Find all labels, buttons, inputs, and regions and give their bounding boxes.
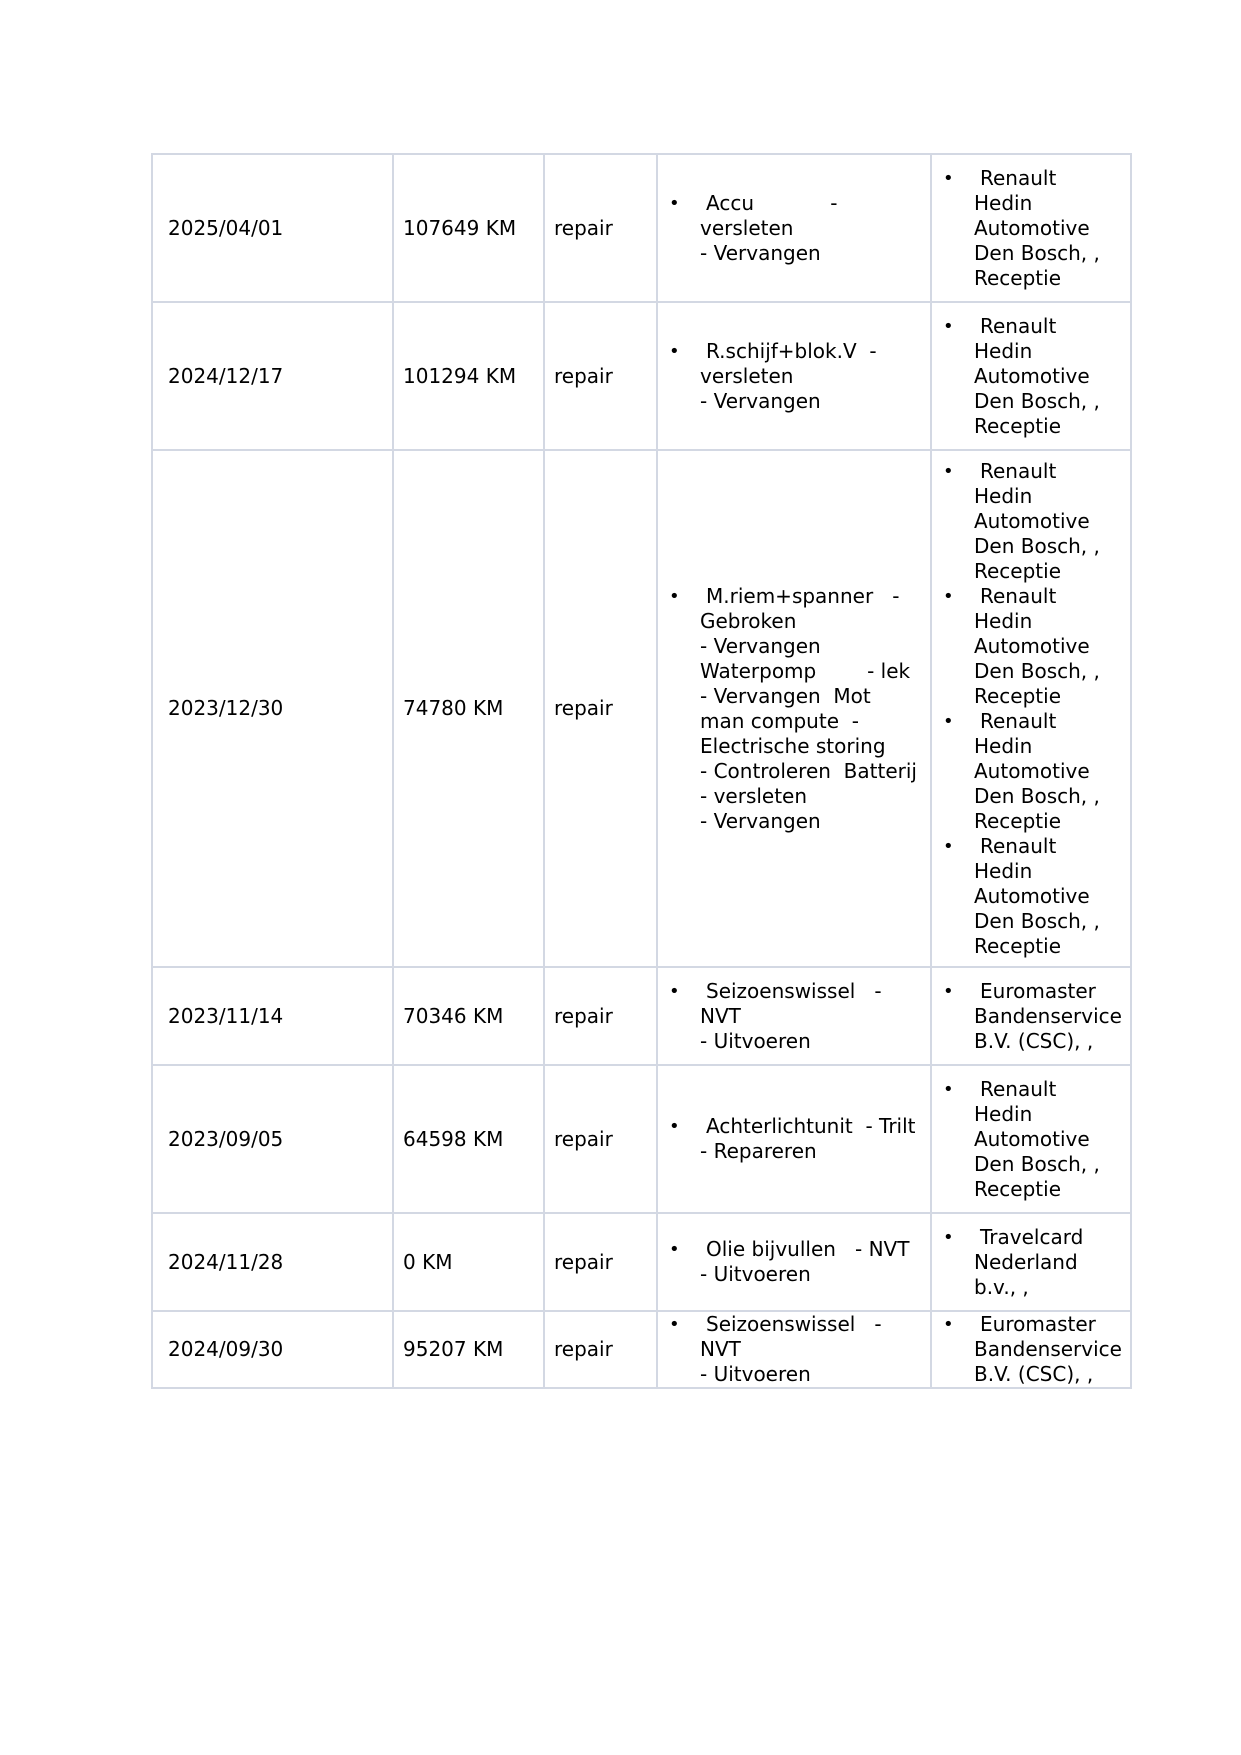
service-date-cell: 2024/12/17 xyxy=(152,302,393,450)
dealer-line: Automotive xyxy=(974,758,1090,783)
dealer-line: Automotive xyxy=(974,215,1090,240)
dealer-line: Hedin xyxy=(974,190,1033,215)
dealer-line: Receptie xyxy=(974,1176,1062,1201)
description-line: • M.riem+spanner - xyxy=(706,583,900,608)
description-cell xyxy=(657,967,931,1065)
dealer-line: Automotive xyxy=(974,363,1090,388)
mileage-cell: 70346 KM xyxy=(393,967,544,1065)
dealer-cell xyxy=(931,154,1131,302)
service-type-cell: repair xyxy=(544,302,657,450)
dealer-item xyxy=(974,834,1126,959)
dealer-item-list xyxy=(932,1225,1130,1300)
description-line: versleten xyxy=(700,363,794,388)
dealer-line: Den Bosch, , xyxy=(974,240,1100,265)
description-line: • Olie bijvullen - NVT xyxy=(706,1237,910,1261)
description-cell xyxy=(657,302,931,450)
description-line: • R.schijf+blok.V - xyxy=(706,338,877,363)
description-line: - versleten xyxy=(700,783,808,808)
dealer-line: B.V. (CSC), , xyxy=(974,1028,1094,1053)
description-item xyxy=(700,1237,922,1287)
service-history-body xyxy=(152,154,1131,1388)
dealer-line: Receptie xyxy=(974,265,1062,290)
service-type-cell: repair xyxy=(544,1065,657,1213)
dealer-line: Den Bosch, , xyxy=(974,908,1100,933)
dealer-cell xyxy=(931,1065,1131,1213)
dealer-item xyxy=(974,1077,1126,1202)
service-date-cell: 2024/11/28 xyxy=(152,1213,393,1311)
description-cell xyxy=(657,154,931,302)
table-row xyxy=(152,1065,1131,1213)
table-row xyxy=(152,1213,1131,1311)
description-item-list xyxy=(658,191,930,266)
description-line: NVT xyxy=(700,1337,741,1361)
description-line: - Uitvoeren xyxy=(700,1262,811,1286)
service-date-cell: 2023/12/30 xyxy=(152,450,393,967)
dealer-line: Den Bosch, , xyxy=(974,388,1100,413)
service-type-cell: repair xyxy=(544,1213,657,1311)
dealer-cell xyxy=(931,302,1131,450)
table-row xyxy=(152,450,1131,967)
description-line: - Vervangen xyxy=(700,388,821,413)
mileage-cell: 95207 KM xyxy=(393,1311,544,1388)
description-item-list xyxy=(658,1312,930,1387)
service-type-cell: repair xyxy=(544,450,657,967)
description-cell xyxy=(657,1311,931,1388)
dealer-item-list xyxy=(932,166,1130,291)
description-item-list xyxy=(658,584,930,834)
dealer-line: Receptie xyxy=(974,933,1062,958)
description-line: - Vervangen xyxy=(700,808,821,833)
dealer-line: Hedin xyxy=(974,858,1033,883)
dealer-line: Automotive xyxy=(974,883,1090,908)
service-date-cell: 2023/11/14 xyxy=(152,967,393,1065)
dealer-cell xyxy=(931,450,1131,967)
description-item-list xyxy=(658,979,930,1054)
service-type-cell: repair xyxy=(544,1311,657,1388)
service-date-cell: 2024/09/30 xyxy=(152,1311,393,1388)
dealer-item xyxy=(974,314,1126,439)
service-type-cell: repair xyxy=(544,154,657,302)
dealer-item-list xyxy=(932,314,1130,439)
description-line: - Vervangen xyxy=(700,240,821,265)
description-item-list xyxy=(658,1114,930,1164)
dealer-line: B.V. (CSC), , xyxy=(974,1362,1094,1386)
description-item-list xyxy=(658,339,930,414)
mileage-cell: 74780 KM xyxy=(393,450,544,967)
dealer-item xyxy=(974,979,1126,1054)
table-row xyxy=(152,302,1131,450)
dealer-item xyxy=(974,1225,1126,1300)
dealer-line: Automotive xyxy=(974,633,1090,658)
dealer-item xyxy=(974,166,1126,291)
service-type-cell: repair xyxy=(544,967,657,1065)
dealer-line: • Renault xyxy=(980,1076,1057,1101)
service-history-table xyxy=(151,153,1132,1389)
description-line: • Seizoenswissel - xyxy=(706,978,882,1003)
dealer-line: Den Bosch, , xyxy=(974,658,1100,683)
dealer-line: Receptie xyxy=(974,413,1062,438)
description-line: man compute - xyxy=(700,708,859,733)
dealer-item xyxy=(974,709,1126,834)
dealer-line: • Euromaster xyxy=(980,1312,1096,1336)
dealer-line: • Renault xyxy=(980,583,1057,608)
dealer-line: • Renault xyxy=(980,313,1057,338)
dealer-cell xyxy=(931,1311,1131,1388)
dealer-line: Receptie xyxy=(974,808,1062,833)
dealer-line: Nederland xyxy=(974,1249,1078,1274)
description-item xyxy=(700,1312,922,1387)
dealer-line: • Renault xyxy=(980,165,1057,190)
service-date-cell: 2025/04/01 xyxy=(152,154,393,302)
description-item xyxy=(700,979,922,1054)
description-cell xyxy=(657,450,931,967)
description-cell xyxy=(657,1065,931,1213)
dealer-line: Automotive xyxy=(974,1126,1090,1151)
dealer-line: Hedin xyxy=(974,483,1033,508)
dealer-item xyxy=(974,584,1126,709)
dealer-line: Den Bosch, , xyxy=(974,533,1100,558)
dealer-line: • Euromaster xyxy=(980,978,1096,1003)
dealer-item-list xyxy=(932,979,1130,1054)
dealer-line: • Renault xyxy=(980,708,1057,733)
description-line: Electrische storing xyxy=(700,733,886,758)
dealer-line: Den Bosch, , xyxy=(974,1151,1100,1176)
dealer-line: • Travelcard xyxy=(980,1224,1084,1249)
dealer-line: Receptie xyxy=(974,683,1062,708)
description-line: NVT xyxy=(700,1003,741,1028)
dealer-line: b.v., , xyxy=(974,1274,1029,1299)
dealer-line: Bandenservice xyxy=(974,1003,1122,1028)
description-line: - Vervangen xyxy=(700,633,821,658)
dealer-line: Receptie xyxy=(974,558,1062,583)
dealer-line: • Renault xyxy=(980,458,1057,483)
description-line: • Accu - xyxy=(706,190,838,215)
description-item xyxy=(700,191,922,266)
description-line: Gebroken xyxy=(700,608,797,633)
description-line: - Vervangen Mot xyxy=(700,683,871,708)
table-row xyxy=(152,1311,1131,1388)
table-row xyxy=(152,967,1131,1065)
dealer-line: Hedin xyxy=(974,338,1033,363)
dealer-line: Bandenservice xyxy=(974,1337,1122,1361)
dealer-line: Hedin xyxy=(974,733,1033,758)
dealer-item-list xyxy=(932,1077,1130,1202)
dealer-cell xyxy=(931,967,1131,1065)
dealer-cell xyxy=(931,1213,1131,1311)
dealer-item-list xyxy=(932,459,1130,959)
description-item xyxy=(700,1114,922,1164)
dealer-line: Den Bosch, , xyxy=(974,783,1100,808)
mileage-cell: 101294 KM xyxy=(393,302,544,450)
dealer-item-list xyxy=(932,1312,1130,1387)
description-line: • Seizoenswissel - xyxy=(706,1312,882,1336)
description-line: - Uitvoeren xyxy=(700,1362,811,1386)
dealer-line: Hedin xyxy=(974,1101,1033,1126)
description-cell xyxy=(657,1213,931,1311)
description-item xyxy=(700,584,922,834)
dealer-line: Hedin xyxy=(974,608,1033,633)
table-row xyxy=(152,154,1131,302)
description-line: - Controleren Batterij xyxy=(700,758,917,783)
description-item-list xyxy=(658,1237,930,1287)
service-date-cell: 2023/09/05 xyxy=(152,1065,393,1213)
description-line: - Uitvoeren xyxy=(700,1028,811,1053)
description-line: versleten xyxy=(700,215,794,240)
description-line: Waterpomp - lek xyxy=(700,658,911,683)
dealer-line: Automotive xyxy=(974,508,1090,533)
description-line: • Achterlichtunit - Trilt xyxy=(706,1114,916,1138)
mileage-cell: 0 KM xyxy=(393,1213,544,1311)
dealer-line: • Renault xyxy=(980,833,1057,858)
dealer-item xyxy=(974,1312,1126,1387)
description-line: - Repareren xyxy=(700,1139,817,1163)
dealer-item xyxy=(974,459,1126,584)
mileage-cell: 64598 KM xyxy=(393,1065,544,1213)
description-item xyxy=(700,339,922,414)
mileage-cell: 107649 KM xyxy=(393,154,544,302)
